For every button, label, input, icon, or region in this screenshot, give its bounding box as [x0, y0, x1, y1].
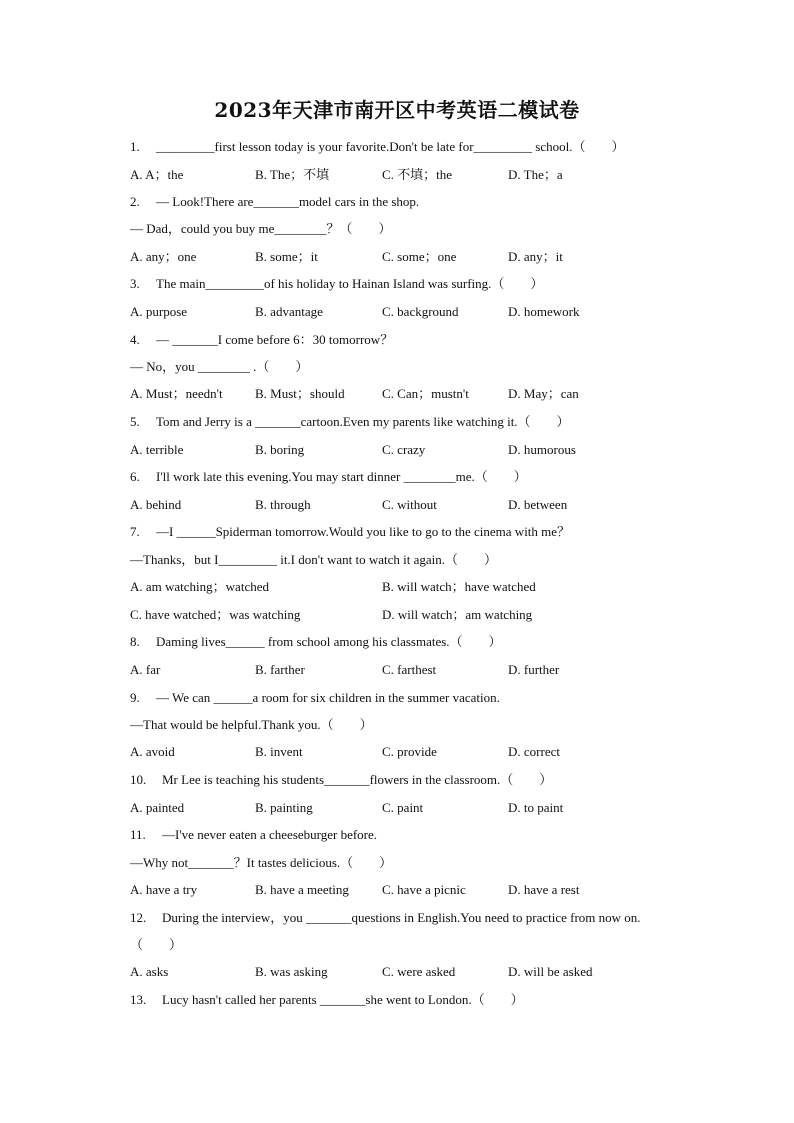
option-a: A. terrible: [130, 442, 184, 457]
question-text: — _______I come before 6：30 tomorrow？: [156, 332, 394, 347]
question-12-bracket: [130, 935, 182, 955]
question-10: [130, 770, 552, 790]
question-text: Daming lives______ from school among his classmates.（ ）: [156, 634, 502, 649]
option-c: C. 不填；the: [382, 167, 453, 182]
option-d: D. have a rest: [508, 882, 580, 897]
question-text: _________first lesson today is your favorite.Don't be late for_________ school.（ ）: [156, 139, 625, 154]
option-a: A. have a try: [130, 882, 198, 897]
question-number: 7.: [130, 524, 140, 539]
question-9-reply: [130, 715, 373, 735]
question-5: [130, 412, 570, 432]
option-d: D. between: [508, 497, 568, 512]
option-b: B. advantage: [255, 304, 323, 319]
question-text: The main_________of his holiday to Hainan Island was surfing.（ ）: [156, 276, 544, 291]
option-a: A. any；one: [130, 249, 197, 264]
option-c: C. background: [382, 304, 459, 319]
option-c: C. paint: [382, 800, 424, 815]
question-number: 11.: [130, 827, 146, 842]
option-a: A. behind: [130, 497, 182, 512]
option-c: C. have watched；was watching: [130, 607, 301, 622]
option-d: D. humorous: [508, 442, 576, 457]
option-b: B. Must；should: [255, 386, 345, 401]
question-number: 10.: [130, 772, 147, 787]
option-c: C. have a picnic: [382, 882, 466, 897]
question-text: —I've never eaten a cheeseburger before.: [162, 827, 378, 842]
question-text-line2: —Thanks，but I_________ it.I don't want to watch it again.（ ）: [130, 552, 498, 567]
page-title: 2023年天津市南开区中考英语二模试卷: [214, 98, 580, 122]
question-text: During the interview，you _______questions in English.You need to practice from now on.: [162, 910, 641, 925]
question-2-reply: [130, 219, 391, 239]
question-number: 1.: [130, 139, 140, 154]
question-6: [130, 467, 527, 487]
option-d: D. will be asked: [508, 964, 593, 979]
question-number: 5.: [130, 414, 140, 429]
option-c: C. provide: [382, 744, 437, 759]
question-number: 9.: [130, 690, 140, 705]
question-number: 6.: [130, 469, 140, 484]
option-a: A. asks: [130, 964, 169, 979]
option-b: B. have a meeting: [255, 882, 349, 897]
question-4: [130, 330, 393, 350]
question-number: 8.: [130, 634, 140, 649]
question-number: 13.: [130, 992, 147, 1007]
option-b: B. painting: [255, 800, 313, 815]
option-a: A. A；the: [130, 167, 184, 182]
answer-bracket: （ ）: [130, 937, 183, 952]
question-12: [130, 908, 641, 928]
option-d: D. any；it: [508, 249, 563, 264]
option-c: C. Can；mustn't: [382, 386, 469, 401]
option-b: B. was asking: [255, 964, 328, 979]
question-text: I'll work late this evening.You may start dinner ________me.（ ）: [156, 469, 527, 484]
question-text: —I ______Spiderman tomorrow.Would you like to go to the cinema with me？: [156, 524, 571, 539]
question-7-reply: [130, 550, 497, 570]
option-b: B. through: [255, 497, 311, 512]
question-text: Tom and Jerry is a _______cartoon.Even my parents like watching it.（ ）: [156, 414, 570, 429]
option-d: D. The；a: [508, 167, 563, 182]
question-number: 3.: [130, 276, 140, 291]
question-text: Mr Lee is teaching his students_______flowers in the classroom.（ ）: [162, 772, 553, 787]
question-9: [130, 688, 500, 708]
question-13: [130, 990, 524, 1010]
question-number: 2.: [130, 194, 140, 209]
question-11: [130, 825, 377, 845]
question-3: [130, 274, 543, 294]
question-number: 4.: [130, 332, 140, 347]
option-c: C. crazy: [382, 442, 426, 457]
option-d: D. correct: [508, 744, 560, 759]
option-c: C. without: [382, 497, 437, 512]
option-a: A. am watching；watched: [130, 579, 269, 594]
option-c: C. were asked: [382, 964, 456, 979]
question-text: — Look!There are_______model cars in the shop.: [156, 194, 420, 209]
question-text-line2: —That would be helpful.Thank you.（ ）: [130, 717, 373, 732]
option-b: B. boring: [255, 442, 305, 457]
question-text-line2: — No，you ________ .（ ）: [130, 359, 309, 374]
option-a: A. painted: [130, 800, 185, 815]
question-8: [130, 632, 502, 652]
question-number: 12.: [130, 910, 147, 925]
option-b: B. farther: [255, 662, 305, 677]
option-d: D. May；can: [508, 386, 579, 401]
option-b: B. invent: [255, 744, 303, 759]
question-text: — We can ______a room for six children in the summer vacation.: [156, 690, 500, 705]
question-text: Lucy hasn't called her parents _______she went to London.（ ）: [162, 992, 524, 1007]
option-c: C. farthest: [382, 662, 437, 677]
option-a: A. purpose: [130, 304, 188, 319]
option-c: C. some；one: [382, 249, 457, 264]
question-text-line2: —Why not_______？It tastes delicious.（ ）: [130, 855, 393, 870]
option-b: B. The；不填: [255, 167, 330, 182]
question-1: [130, 137, 624, 157]
option-a: A. avoid: [130, 744, 175, 759]
question-11-reply: [130, 853, 392, 873]
option-b: B. some；it: [255, 249, 318, 264]
option-d: D. will watch；am watching: [382, 607, 533, 622]
option-d: D. homework: [508, 304, 580, 319]
option-a: A. far: [130, 662, 161, 677]
option-a: A. Must；needn't: [130, 386, 223, 401]
question-2: [130, 192, 419, 212]
option-b: B. will watch；have watched: [382, 579, 536, 594]
question-7: [130, 522, 570, 542]
option-d: D. to paint: [508, 800, 564, 815]
question-text-line2: — Dad，could you buy me________？（ ）: [130, 221, 392, 236]
option-d: D. further: [508, 662, 560, 677]
question-4-reply: [130, 357, 308, 377]
